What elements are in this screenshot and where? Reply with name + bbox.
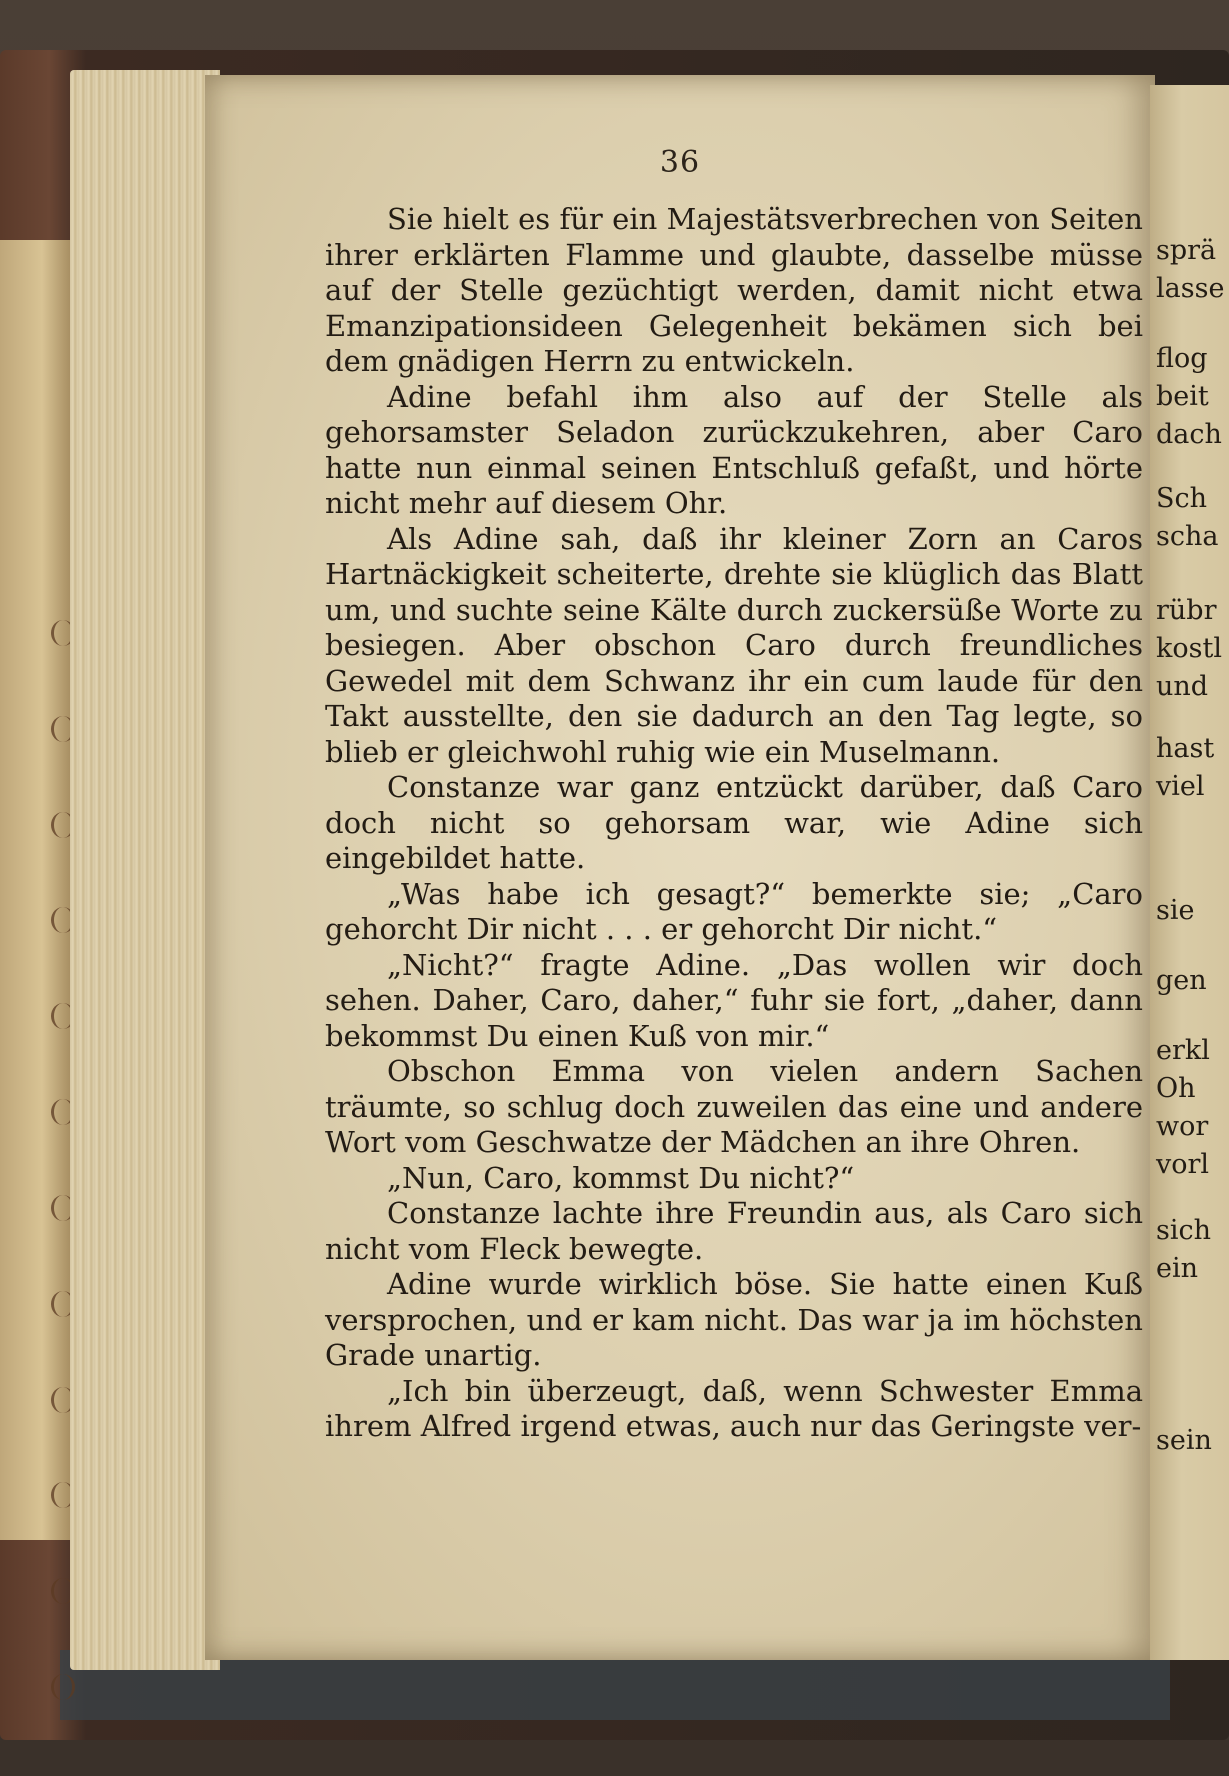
paragraph: Adine befahl ihm also auf der Stelle als gehorsamster Seladon zurückzukehren, aber Caro hatte nun einmal seinen Entschluß gefaßt, und hörte nicht mehr auf diesem Ohr. — [325, 379, 1143, 520]
facing-word: sie — [1156, 895, 1195, 926]
facing-word: erkl — [1156, 1035, 1210, 1066]
paragraph: „Nun, Caro, kommst Du nicht?“ — [387, 1160, 855, 1195]
facing-word: Sch — [1156, 483, 1208, 514]
cover-bottom-edge — [60, 1650, 1170, 1720]
facing-word: viel — [1156, 771, 1205, 802]
paragraph: Constanze lachte ihre Freundin aus, als Caro sich nicht vom Fleck bewegte. — [325, 1196, 1143, 1266]
paragraph: Adine wurde wirklich böse. Sie hatte einen Kuß versprochen, und er kam nicht. Das war ja im höchsten Grade unartig. — [325, 1267, 1143, 1372]
facing-word: Oh — [1156, 1073, 1196, 1104]
facing-word: gen — [1156, 965, 1207, 996]
facing-word: ein — [1156, 1253, 1199, 1284]
facing-word: hast — [1156, 733, 1215, 764]
book-page — [205, 75, 1155, 1660]
paragraph: Obschon Emma von vielen andern Sachen träumte, so schlug doch zuweilen das eine und andere Wort vom Geschwatze der Mädchen an ihre Ohren. — [325, 1054, 1143, 1159]
paragraph: „Ich bin überzeugt, daß, wenn Schwester Emma ihrem Alfred irgend etwas, auch nur das Geringste ver- — [325, 1373, 1143, 1443]
paragraph: „Nicht?“ fragte Adine. „Das wollen wir doch sehen. Daher, Caro, daher,“ fuhr sie fort, „daher, dann bekommst Du einen Kuß von mir.“ — [325, 947, 1143, 1053]
facing-word: sich — [1156, 1215, 1212, 1246]
facing-word: vorl — [1156, 1149, 1210, 1180]
facing-word: lasse — [1156, 273, 1225, 304]
facing-word: rübr — [1156, 595, 1217, 626]
facing-word: flog — [1156, 343, 1208, 374]
spine-strip — [0, 240, 70, 1540]
facing-word: scha — [1156, 521, 1219, 552]
page-number: 36 — [659, 145, 701, 180]
paragraph: „Was habe ich gesagt?“ bemerkte sie; „Caro gehorcht Dir nicht . . . er gehorcht Dir nicht.“ — [325, 876, 1143, 946]
ornament-icon — [51, 1674, 75, 1700]
facing-word: sprä — [1156, 235, 1217, 266]
page-text — [325, 202, 1143, 1445]
facing-word: beit — [1156, 381, 1209, 412]
page-edges — [70, 70, 220, 1670]
facing-word: und — [1156, 671, 1209, 702]
facing-word: kostl — [1156, 633, 1222, 664]
paragraph: Als Adine sah, daß ihr kleiner Zorn an Caros Hartnäckigkeit scheiterte, drehte sie klüglich das Blatt um, und suchte seine Kälte durch zuckersüße Worte zu besiegen. Aber obschon Caro durch freundliches Gewedel mit dem Schwanz ihr ein cum laude für den Takt ausstellte, den sie dadurch an den Tag legte, so blieb er gleichwohl ruhig wie ein Muselmann. — [325, 521, 1143, 769]
paragraph: Sie hielt es für ein Majestätsverbrechen von Seiten ihrer erklärten Flamme und glaubte, dasselbe müsse auf der Stelle gezüchtigt werden, damit nicht etwa Emanzipationsideen Gelegenheit bekämen sich bei dem gnädigen Herrn zu entwickeln. — [325, 202, 1143, 378]
paragraph: Constanze war ganz entzückt darüber, daß Caro doch nicht so gehorsam war, wie Adine sich eingebildet hatte. — [325, 770, 1143, 875]
facing-word: wor — [1156, 1111, 1209, 1142]
facing-word: sein — [1156, 1425, 1212, 1456]
facing-word: dach — [1156, 419, 1222, 450]
facing-page-fragment — [1150, 85, 1229, 1660]
